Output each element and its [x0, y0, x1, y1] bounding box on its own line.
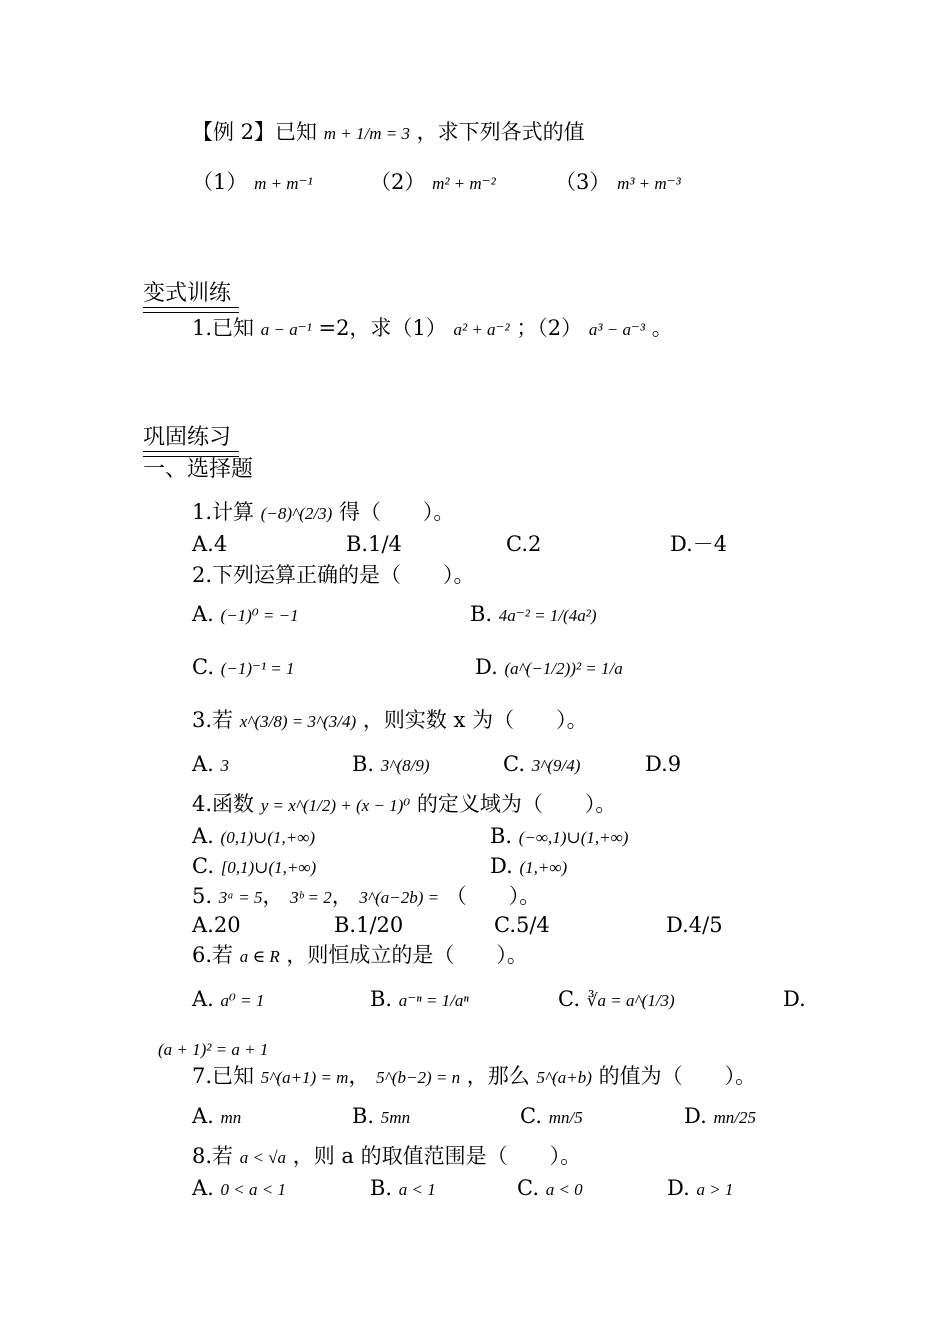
question-7-option-a: A. mn [192, 1104, 242, 1128]
question-6-option-a: A. a⁰ = 1 [192, 987, 265, 1011]
variant-question-1: 1.已知 a − a⁻¹ =2，求（1） a² + a⁻² ；（2） a³ − a⁻³ 。 [192, 316, 673, 340]
example-condition: m + 1/m = 3 [323, 124, 410, 143]
question-2-option-d: D. (a^(−1/2))² = 1/a [475, 655, 623, 679]
question-4-option-a: A. (0,1)∪(1,+∞) [192, 824, 316, 848]
question-1-stem: 1.计算 (−8)^(2/3) 得（ ）。 [192, 500, 455, 524]
question-1-option-c: C.2 [506, 532, 542, 556]
question-3-option-b: B. 3^(8/9) [352, 752, 430, 776]
question-4-option-c: C. [0,1)∪(1,+∞) [192, 854, 317, 878]
example-title: 【例 2】已知 [192, 120, 318, 144]
example-part-1: （1） m + m⁻¹ [192, 170, 313, 194]
variant-heading-underline [143, 307, 239, 313]
example-part-3: （3） m³ + m⁻³ [555, 170, 681, 194]
question-2-option-b: B. 4a⁻² = 1/(4a²) [470, 602, 597, 626]
question-6-option-b: B. a⁻ⁿ = 1/aⁿ [370, 987, 469, 1011]
question-8-option-b: B. a < 1 [370, 1176, 436, 1200]
section-heading: 一、选择题 [143, 457, 254, 482]
question-6-stem: 6.若 a ∈ R ，则恒成立的是（ ）。 [192, 943, 528, 967]
question-6-option-d-expr: (a + 1)² = a + 1 [158, 1040, 269, 1059]
question-8-option-d: D. a > 1 [667, 1176, 734, 1200]
question-5-option-a: A.20 [192, 913, 241, 937]
question-7-option-d: D. mn/25 [684, 1104, 756, 1128]
question-5-option-c: C.5/4 [494, 913, 550, 937]
question-5-stem: 5. 3ᵃ = 5， 3ᵇ = 2， 3^(a−2b) = （ ）。 [192, 884, 541, 908]
example-condition-tail: ，求下列各式的值 [416, 120, 585, 144]
question-4-stem: 4.函数 y = x^(1/2) + (x − 1)⁰ 的定义域为（ ）。 [192, 792, 617, 816]
question-1-option-d: D.－4 [670, 532, 728, 556]
question-3-option-a: A. 3 [192, 752, 230, 776]
question-8-option-c: C. a < 0 [517, 1176, 583, 1200]
question-7-option-b: B. 5mn [352, 1104, 411, 1128]
question-8-stem: 8.若 a < √a ，则 a 的取值范围是（ ）。 [192, 1144, 582, 1168]
question-4-option-d: D. (1,+∞) [490, 854, 568, 878]
question-3-stem: 3.若 x^(3/8) = 3^(3/4) ，则实数 x 为（ ）。 [192, 708, 588, 732]
question-1-option-b: B.1/4 [346, 532, 402, 556]
example-title-line [192, 118, 585, 148]
question-1-option-a: A.4 [192, 532, 228, 556]
question-7-option-c: C. mn/5 [520, 1104, 583, 1128]
practice-heading: 巩固练习 [143, 425, 232, 450]
question-4-option-b: B. (−∞,1)∪(1,+∞) [490, 824, 629, 848]
question-2-option-c: C. (−1)⁻¹ = 1 [192, 655, 295, 679]
question-3-option-c: C. 3^(9/4) [503, 752, 581, 776]
question-6-option-d-label: D. [783, 987, 806, 1011]
question-5-option-b: B.1/20 [334, 913, 404, 937]
question-2-option-a: A. (−1)⁰ = −1 [192, 602, 299, 626]
example-part-2: （2） m² + m⁻² [370, 170, 496, 194]
question-7-stem: 7.已知 5^(a+1) = m， 5^(b−2) = n ，那么 5^(a+b) 的值为（ ）。 [192, 1064, 757, 1088]
variant-heading: 变式训练 [143, 281, 232, 306]
question-2-stem: 2.下列运算正确的是（ ）。 [192, 563, 475, 587]
question-6-option-c: C. ∛a = a^(1/3) [558, 987, 675, 1011]
question-5-option-d: D.4/5 [666, 913, 723, 937]
question-8-option-a: A. 0 < a < 1 [192, 1176, 286, 1200]
question-3-option-d: D.9 [645, 752, 682, 776]
